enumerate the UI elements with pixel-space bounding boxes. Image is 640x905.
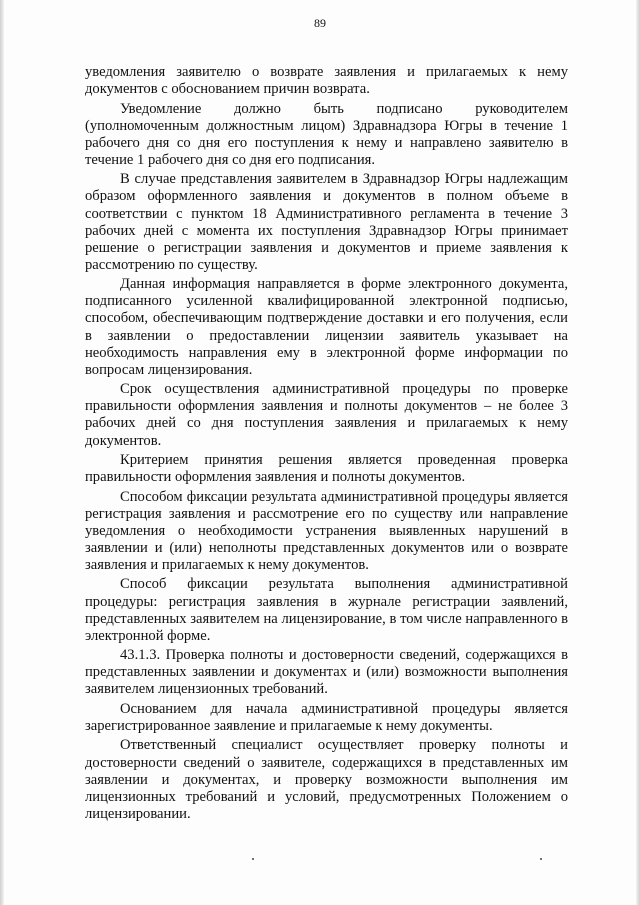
paragraph: Способом фиксации результата административной процедуры является регистрация заявления и рассмотрение его по существу или направление уведомления о необходимости устранения выявленных нарушений в заявлении и (или) неполноты представленных документов или о возврате заявления и прилагаемых к нему документов. bbox=[85, 488, 568, 573]
page-left-edge bbox=[0, 0, 4, 905]
paragraph: Уведомление должно быть подписано руководителем (уполномоченным должностным лицом) Здравнадзора Югры в течение 1 рабочего дня со дня его поступления к нему и направлено заявителю в течение 1 рабочего дня со дня его подписания. bbox=[85, 100, 568, 168]
document-body bbox=[85, 64, 568, 825]
page-right-edge bbox=[636, 0, 640, 905]
paragraph: Критерием принятия решения является проведенная проверка правильности оформления заявления и полноты документов. bbox=[85, 452, 568, 486]
paragraph: Срок осуществления административной процедуры по проверке правильности оформления заявления и полноты документов – не более 3 рабочих дней со дня поступления заявления и прилагаемых к нему документов. bbox=[85, 381, 568, 449]
scan-speck bbox=[540, 858, 542, 860]
paragraph: Основанием для начала административной процедуры является зарегистрированное заявление и прилагаемые к нему документы. bbox=[85, 700, 568, 734]
paragraph: В случае представления заявителем в Здравнадзор Югры надлежащим образом оформленного заявления и документов в полном объеме в соответствии с пунктом 18 Административного регламента в течение 3 рабочих дней с момента их поступления Здравнадзор Югры принимает решение о регистрации заявления и документов и приеме заявления к рассмотрению по существу. bbox=[85, 171, 568, 273]
paragraph: Ответственный специалист осуществляет проверку полноты и достоверности сведений о заявителе, содержащихся в представленных им заявлении и документах, и проверку возможности выполнения им лицензионных требований и условий, предусмотренных Положением о лицензировании. bbox=[85, 737, 568, 822]
section-heading-paragraph: 43.1.3. Проверка полноты и достоверности сведений, содержащихся в представленных заявлении и документах и (или) возможности выполнения заявителем лицензионных требований. bbox=[85, 647, 568, 698]
paragraph: Данная информация направляется в форме электронного документа, подписанного усиленной квалифицированной электронной подписью, способом, обеспечивающим подтверждение доставки и его получения, если в заявлении о предоставлении лицензии заявитель указывает на необходимость направления ему в электронной форме информации по вопросам лицензирования. bbox=[85, 276, 568, 378]
page-number: 89 bbox=[314, 16, 326, 30]
scan-speck bbox=[252, 858, 254, 860]
paragraph: Способ фиксации результата выполнения административной процедуры: регистрация заявления в журнале регистрации заявлений, представленных заявителем на лицензирование, в том числе направленного в электронной форме. bbox=[85, 576, 568, 644]
paragraph: уведомления заявителю о возврате заявления и прилагаемых к нему документов с обоснованием причин возврата. bbox=[85, 64, 568, 98]
